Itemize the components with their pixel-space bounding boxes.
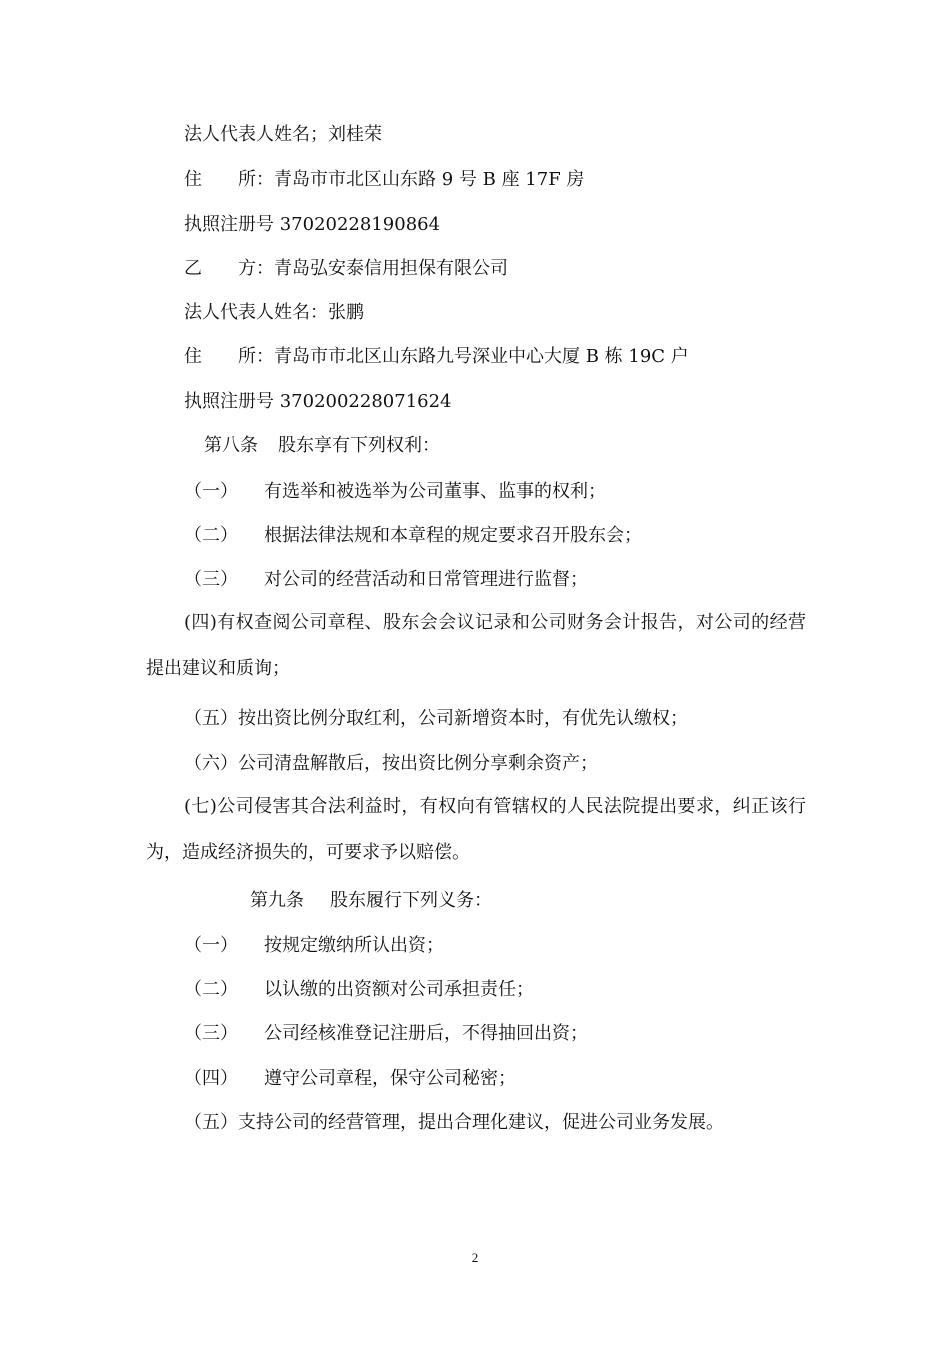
article-8-title: 股东享有下列权利： [278, 435, 440, 456]
article-8-item-2 [184, 524, 642, 548]
article-8-item-1 [184, 480, 606, 504]
article-8-heading [204, 434, 440, 458]
article-8-item-6: （六）公司清盘解散后，按出资比例分享剩余资产； [184, 753, 598, 774]
item-number: （三） [184, 569, 238, 590]
party-a-rep-label: 法人代表人姓名； [184, 124, 328, 145]
article-9-item-4 [184, 1067, 516, 1091]
item-number: （三） [184, 1023, 238, 1044]
party-b-addr-label-1: 住 [184, 346, 202, 367]
article-8-item-4: (四)有权查阅公司章程、股东会会议记录和公司财务会计报告，对公司的经营提出建议和质询； [146, 612, 806, 679]
article-9-item-2 [184, 978, 534, 1002]
party-a-addr-label-2: 所： [238, 169, 274, 190]
party-a-representative [184, 123, 382, 147]
party-b-name: 青岛弘安泰信用担保有限公司 [274, 258, 508, 279]
article-9-item-1 [184, 934, 444, 958]
item-text: 根据法律法规和本章程的规定要求召开股东会； [264, 525, 642, 546]
party-b-label-2: 方： [238, 258, 274, 279]
party-a-addr-value: 青岛市市北区山东路 9 号 B 座 17F 房 [274, 169, 585, 190]
party-a-address [184, 168, 584, 192]
party-a-license: 执照注册号 37020228190864 [184, 214, 441, 235]
item-text: 对公司的经营活动和日常管理进行监督； [264, 569, 588, 590]
party-b-representative: 法人代表人姓名：张鹏 [184, 302, 364, 323]
item-text: 以认缴的出资额对公司承担责任； [264, 979, 534, 1000]
item-number: （四） [184, 1068, 238, 1089]
article-9-number: 第九条 [250, 890, 304, 911]
item-number: （二） [184, 979, 238, 1000]
article-8-item-5: （五）按出资比例分取红利，公司新增资本时，有优先认缴权； [184, 708, 688, 729]
item-text: 公司经核准登记注册后，不得抽回出资； [264, 1023, 588, 1044]
party-a-rep-name: 刘桂荣 [328, 124, 382, 145]
item-number: （一） [184, 481, 238, 502]
article-9-item-5: （五）支持公司的经营管理，提出合理化建议，促进公司业务发展。 [184, 1112, 724, 1133]
item-text: 遵守公司章程，保守公司秘密； [264, 1068, 516, 1089]
article-9-heading [250, 889, 492, 913]
party-b-name-line [184, 257, 508, 281]
article-8-item-7: (七)公司侵害其合法利益时，有权向有管辖权的人民法院提出要求，纠正该行为，造成经济损失的，可要求予以赔偿。 [146, 796, 806, 863]
party-a-addr-label-1: 住 [184, 169, 202, 190]
page-number: 2 [471, 1250, 479, 1265]
party-b-addr-value: 青岛市市北区山东路九号深业中心大厦 B 栋 19C 户 [274, 346, 689, 367]
item-number: （一） [184, 935, 238, 956]
party-b-label-1: 乙 [184, 258, 202, 279]
party-b-address [184, 345, 689, 369]
article-9-item-3 [184, 1022, 588, 1046]
article-8-number: 第八条 [204, 435, 258, 456]
party-b-addr-label-2: 所： [238, 346, 274, 367]
article-8-item-3 [184, 568, 588, 592]
party-b-license: 执照注册号 370200228071624 [184, 391, 452, 412]
item-number: （二） [184, 525, 238, 546]
item-text: 有选举和被选举为公司董事、监事的权利； [264, 481, 606, 502]
article-9-title: 股东履行下列义务： [330, 890, 492, 911]
item-text: 按规定缴纳所认出资； [264, 935, 444, 956]
